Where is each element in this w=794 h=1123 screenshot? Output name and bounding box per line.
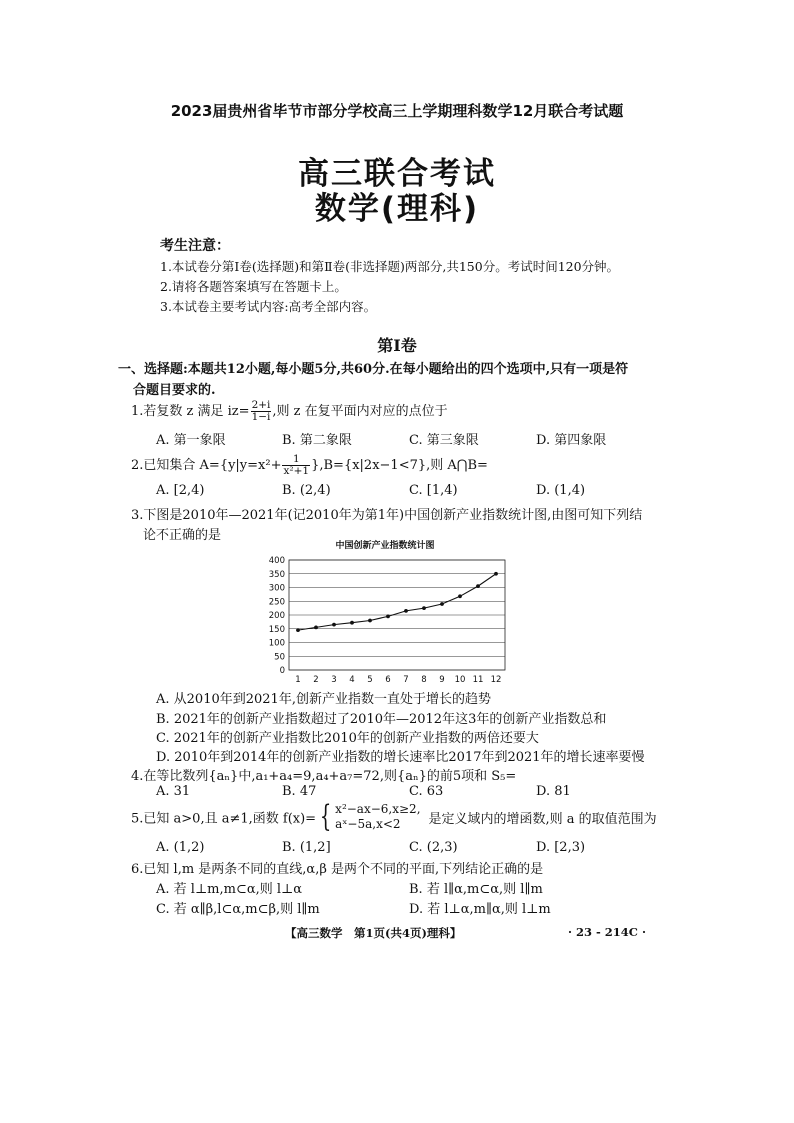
q5-piece-2: aˣ−5a,x<2 bbox=[335, 817, 401, 831]
question-4: 4.在等比数列{aₙ}中,a₁+a₄=9,a₄+a₇=72,则{aₙ}的前5项和 S₅= bbox=[131, 769, 517, 784]
q1-stem-pre: 1.若复数 z 满足 iz= bbox=[131, 404, 250, 419]
data-point bbox=[458, 594, 462, 598]
q5-option-b: B. (1,2] bbox=[282, 840, 331, 855]
y-tick-label: 300 bbox=[268, 583, 285, 594]
data-point bbox=[440, 602, 444, 606]
data-point bbox=[296, 628, 300, 632]
y-tick-label: 150 bbox=[268, 624, 285, 635]
q2-option-a: A. [2,4) bbox=[156, 483, 205, 498]
q5-option-d: D. [2,3) bbox=[536, 840, 586, 855]
line-chart bbox=[262, 538, 508, 686]
q3-option-d: D. 2010年到2014年的创新产业指数的增长速率比2017年到2021年的增长速率要慢 bbox=[156, 750, 645, 765]
data-point bbox=[476, 584, 480, 588]
x-tick-label: 10 bbox=[454, 675, 466, 685]
y-tick-label: 400 bbox=[268, 556, 285, 566]
q5-option-a: A. (1,2) bbox=[156, 840, 205, 855]
q4-option-d: D. 81 bbox=[536, 784, 571, 799]
q6-option-b: B. 若 l∥α,m⊂α,则 l∥m bbox=[409, 882, 543, 897]
q1-option-a: A. 第一象限 bbox=[156, 433, 226, 448]
q3-option-a: A. 从2010年到2021年,创新产业指数一直处于增长的趋势 bbox=[156, 692, 491, 707]
piecewise-brace: { bbox=[319, 799, 332, 834]
q6-option-a: A. 若 l⊥m,m⊂α,则 l⊥α bbox=[156, 882, 303, 897]
x-tick-label: 2 bbox=[313, 675, 319, 685]
q2-option-d: D. (1,4) bbox=[536, 483, 586, 498]
q1-numerator: 2+i bbox=[251, 399, 271, 411]
page-footer: 【高三数学 第1页(共4页)理科】 bbox=[285, 926, 462, 940]
data-point bbox=[368, 619, 372, 623]
data-point bbox=[494, 572, 498, 576]
x-tick-label: 6 bbox=[385, 675, 391, 685]
q2-option-c: C. [1,4) bbox=[409, 483, 458, 498]
q2-denominator: x²+1 bbox=[283, 465, 310, 477]
q1-option-c: C. 第三象限 bbox=[409, 433, 479, 448]
q1-option-d: D. 第四象限 bbox=[536, 433, 607, 448]
x-tick-label: 12 bbox=[490, 675, 502, 685]
x-tick-label: 3 bbox=[331, 675, 337, 685]
question-5 bbox=[131, 799, 657, 834]
question-3: 3.下图是2010年—2021年(记2010年为第1年)中国创新产业指数统计图,由图可知下列结 bbox=[131, 508, 643, 523]
y-tick-label: 350 bbox=[268, 569, 285, 580]
q2-option-b: B. (2,4) bbox=[282, 483, 331, 498]
x-tick-label: 4 bbox=[349, 675, 355, 685]
q4-option-b: B. 47 bbox=[282, 784, 317, 799]
q2-stem-pre: 2.已知集合 A={y|y=x²+ bbox=[131, 458, 282, 473]
q6-option-d: D. 若 l⊥α,m∥α,则 l⊥m bbox=[409, 902, 551, 917]
q1-fraction bbox=[251, 400, 272, 423]
q2-numerator: 1 bbox=[282, 454, 310, 466]
section-instruction: 合题目要求的. bbox=[133, 383, 216, 398]
document-source-title: 2023届贵州省毕节市部分学校高三上学期理科数学12月联合考试题 bbox=[170, 102, 624, 120]
q2-fraction bbox=[282, 454, 310, 477]
section-title: 第Ⅰ卷 bbox=[377, 336, 417, 355]
question-6: 6.已知 l,m 是两条不同的直线,α,β 是两个不同的平面,下列结论正确的是 bbox=[131, 862, 544, 877]
x-tick-label: 8 bbox=[421, 675, 427, 685]
q5-piece-1: x²−ax−6,x≥2, bbox=[335, 802, 421, 816]
data-point bbox=[386, 614, 390, 618]
section-instruction: 一、选择题:本题共12小题,每小题5分,共60分.在每小题给出的四个选项中,只有一项是符 bbox=[118, 362, 629, 377]
series-line bbox=[298, 574, 496, 630]
page-code: · 23 - 214C · bbox=[568, 925, 646, 939]
data-point bbox=[314, 625, 318, 629]
x-tick-label: 9 bbox=[439, 675, 445, 685]
x-tick-label: 7 bbox=[403, 675, 409, 685]
q5-piecewise bbox=[335, 802, 420, 832]
q4-option-a: A. 31 bbox=[156, 784, 191, 799]
data-point bbox=[350, 621, 354, 625]
question-1 bbox=[131, 400, 448, 423]
q3-option-b: B. 2021年的创新产业指数超过了2010年—2012年这3年的创新产业指数总和 bbox=[156, 712, 607, 727]
q5-stem-post: 是定义域内的增函数,则 a 的取值范围为 bbox=[428, 811, 657, 827]
exam-title: 高三联合考试 bbox=[298, 156, 496, 192]
q3-option-c: C. 2021年的创新产业指数比2010年的创新产业指数的两倍还要大 bbox=[156, 731, 539, 746]
q5-stem-pre: 5.已知 a>0,且 a≠1,函数 f(x)= bbox=[131, 811, 317, 827]
q1-option-b: B. 第二象限 bbox=[282, 433, 352, 448]
chart-title: 中国创新产业指数统计图 bbox=[335, 541, 435, 551]
q4-option-c: C. 63 bbox=[409, 784, 444, 799]
question-3-cont: 论不正确的是 bbox=[143, 528, 222, 543]
q2-stem-post: },B={x|2x−1<7},则 A⋂B= bbox=[311, 458, 488, 473]
q1-denominator: 1−i bbox=[251, 411, 271, 423]
exam-subject: 数学(理科) bbox=[314, 191, 480, 227]
data-point bbox=[404, 609, 408, 613]
y-tick-label: 100 bbox=[268, 638, 285, 649]
notice-item: 2.请将各题答案填写在答题卡上。 bbox=[160, 279, 347, 294]
notice-item: 3.本试卷主要考试内容:高考全部内容。 bbox=[160, 299, 377, 314]
notice-heading: 考生注意： bbox=[160, 238, 230, 254]
question-2 bbox=[131, 454, 488, 477]
y-tick-label: 0 bbox=[279, 666, 285, 676]
y-tick-label: 200 bbox=[268, 611, 285, 621]
q6-option-c: C. 若 α∥β,l⊂α,m⊂β,则 l∥m bbox=[156, 902, 320, 917]
data-point bbox=[422, 606, 426, 610]
x-tick-label: 5 bbox=[367, 675, 373, 685]
y-tick-label: 250 bbox=[268, 597, 285, 608]
x-tick-label: 1 bbox=[295, 675, 301, 685]
notice-item: 1.本试卷分第Ⅰ卷(选择题)和第Ⅱ卷(非选择题)两部分,共150分。考试时间120分钟。 bbox=[160, 259, 620, 274]
q1-stem-post: ,则 z 在复平面内对应的点位于 bbox=[272, 404, 448, 419]
data-point bbox=[332, 623, 336, 627]
x-tick-label: 11 bbox=[472, 675, 484, 685]
y-tick-label: 50 bbox=[274, 652, 285, 663]
q5-option-c: C. (2,3) bbox=[409, 840, 458, 855]
